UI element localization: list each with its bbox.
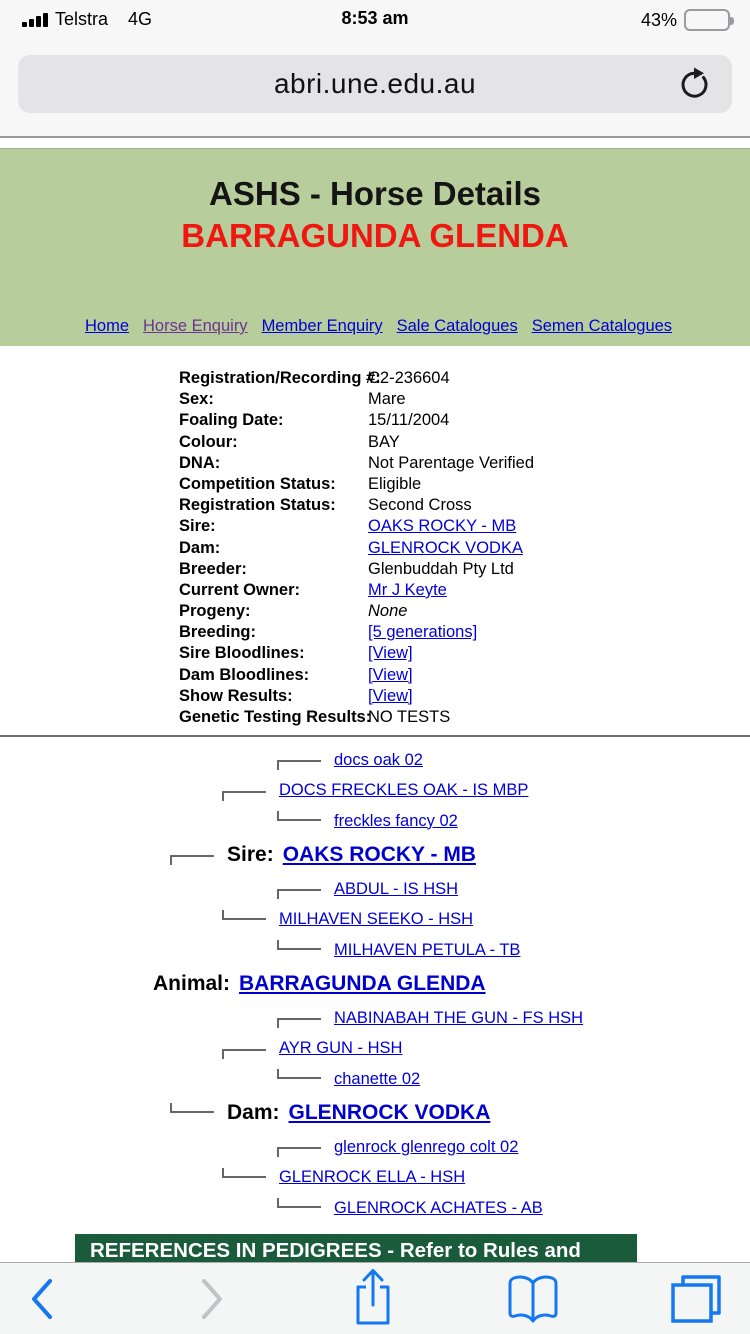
detail-label: Genetic Testing Results: — [179, 708, 372, 726]
pedigree-row — [222, 905, 750, 936]
pedigree-row — [277, 935, 750, 966]
pedigree-row-animal — [153, 966, 750, 1004]
detail-label: Show Results: — [179, 686, 293, 705]
nav-link-semen-catalogues[interactable]: Semen Catalogues — [531, 317, 673, 335]
detail-row — [179, 516, 534, 537]
pedigree-link[interactable]: freckles fancy 02 — [334, 811, 458, 830]
detail-row — [179, 389, 534, 410]
tree-branch-icon — [277, 1069, 321, 1079]
forward-icon — [196, 1275, 228, 1328]
detail-label: Colour: — [179, 432, 238, 451]
pedigree-row-sire — [170, 837, 750, 875]
browser-toolbar — [0, 1262, 750, 1334]
detail-value: NO TESTS — [368, 708, 451, 726]
detail-row — [179, 495, 534, 516]
detail-label: Sire: — [179, 517, 216, 536]
detail-value: BAY — [368, 432, 400, 451]
tree-branch-icon — [277, 940, 321, 950]
nav-link-horse-enquiry[interactable]: Horse Enquiry — [143, 317, 248, 335]
detail-label: Registration/Recording #: — [179, 369, 381, 387]
pedigree-link[interactable]: AYR GUN - HSH — [279, 1039, 403, 1058]
detail-value: Second Cross — [368, 496, 472, 515]
detail-value: 15/11/2004 — [368, 411, 450, 430]
tree-branch-icon — [222, 1168, 266, 1178]
tree-branch-icon — [170, 855, 214, 865]
detail-row — [179, 368, 534, 389]
tabs-icon[interactable] — [669, 1273, 723, 1330]
pedigree-link[interactable]: docs oak 02 — [334, 750, 423, 769]
detail-row — [179, 622, 534, 643]
pedigree-row — [277, 745, 750, 776]
nav-link-member-enquiry[interactable]: Member Enquiry — [261, 317, 383, 335]
battery-percent-label: 43% — [640, 9, 677, 30]
pedigree-link[interactable]: NABINABAH THE GUN - FS HSH — [334, 1008, 584, 1027]
detail-value: C2-236604 — [368, 369, 450, 387]
dam-bloodlines-link[interactable]: [View] — [368, 665, 413, 684]
sire-bloodlines-link[interactable]: [View] — [368, 644, 413, 663]
current-owner-link[interactable]: Mr J Keyte — [368, 580, 447, 599]
status-bar — [0, 0, 750, 44]
tree-branch-icon — [222, 910, 266, 920]
references-banner-text: REFERENCES IN PEDIGREES - Refer to Rules and — [90, 1239, 581, 1262]
detail-row — [179, 601, 534, 622]
breeding-link[interactable]: [5 generations] — [368, 623, 478, 642]
tree-branch-icon — [277, 889, 321, 899]
detail-label: Foaling Date: — [179, 411, 284, 430]
pedigree-row — [277, 1193, 750, 1224]
detail-row — [179, 707, 534, 728]
tree-branch-icon — [277, 1198, 321, 1208]
detail-label: Sire Bloodlines: — [179, 644, 305, 663]
carrier-label: Telstra — [55, 9, 109, 29]
detail-label: Breeding: — [179, 623, 257, 642]
detail-row — [179, 453, 534, 474]
detail-value: Glenbuddah Pty Ltd — [368, 559, 514, 578]
pedigree-link[interactable]: MILHAVEN SEEKO - HSH — [279, 910, 474, 929]
detail-row — [179, 559, 534, 580]
detail-label: Registration Status: — [179, 496, 336, 515]
browser-chrome-top — [0, 44, 750, 138]
tree-branch-icon — [222, 791, 266, 801]
pedigree-row — [277, 874, 750, 905]
detail-row — [179, 643, 534, 664]
pedigree-link[interactable]: MILHAVEN PETULA - TB — [334, 940, 521, 959]
pedigree-link[interactable]: ABDUL - IS HSH — [334, 879, 459, 898]
share-icon[interactable] — [350, 1267, 396, 1334]
back-icon[interactable] — [26, 1275, 58, 1328]
tree-branch-icon — [277, 811, 321, 821]
page-title: ASHS - Horse Details — [209, 175, 541, 212]
detail-row — [179, 432, 534, 453]
pedigree-dam-link[interactable]: GLENROCK VODKA — [288, 1101, 491, 1125]
pedigree-tree — [0, 737, 750, 1224]
tree-branch-icon — [222, 1049, 266, 1059]
detail-row — [179, 410, 534, 431]
pedigree-link[interactable]: DOCS FRECKLES OAK - IS MBP — [279, 781, 529, 800]
dam-prefix-label: Dam: — [227, 1101, 280, 1125]
tree-branch-icon — [277, 1018, 321, 1028]
address-bar[interactable] — [18, 55, 732, 113]
pedigree-link[interactable]: GLENROCK ELLA - HSH — [279, 1168, 466, 1187]
detail-row — [179, 686, 534, 707]
pedigree-animal-link[interactable]: BARRAGUNDA GLENDA — [239, 972, 486, 996]
pedigree-sire-link[interactable]: OAKS ROCKY - MB — [282, 843, 476, 867]
detail-value: None — [368, 602, 408, 621]
bookmarks-icon[interactable] — [506, 1273, 560, 1330]
detail-row — [179, 538, 534, 559]
horse-details-table — [179, 368, 534, 728]
pedigree-row — [277, 1003, 750, 1034]
detail-row — [179, 474, 534, 495]
detail-label: Dam Bloodlines: — [179, 665, 310, 684]
animal-prefix-label: Animal: — [153, 972, 231, 996]
pedigree-row-dam — [170, 1095, 750, 1133]
pedigree-row — [277, 1064, 750, 1095]
tree-branch-icon — [277, 760, 321, 770]
sire-prefix-label: Sire: — [227, 843, 274, 867]
detail-label: Sex: — [179, 390, 214, 409]
detail-label: Current Owner: — [179, 580, 301, 599]
pedigree-row — [222, 1034, 750, 1065]
pedigree-link[interactable]: GLENROCK ACHATES - AB — [334, 1198, 543, 1217]
nav-link-home[interactable]: Home — [85, 317, 130, 335]
show-results-link[interactable]: [View] — [368, 686, 413, 705]
nav-link-sale-catalogues[interactable]: Sale Catalogues — [396, 317, 518, 335]
detail-value: Not Parentage Verified — [368, 453, 535, 472]
detail-row — [179, 665, 534, 686]
pedigree-link[interactable]: glenrock glenrego colt 02 — [334, 1137, 519, 1156]
detail-label: Dam: — [179, 538, 221, 557]
site-nav — [85, 317, 672, 336]
pedigree-row — [277, 1132, 750, 1163]
tree-branch-icon — [277, 1147, 321, 1157]
url-text: abri.une.edu.au — [273, 68, 477, 99]
dam-link[interactable]: GLENROCK VODKA — [368, 538, 523, 557]
pedigree-row — [222, 776, 750, 807]
detail-label: Breeder: — [179, 559, 247, 578]
reload-icon[interactable] — [674, 67, 714, 103]
horse-name-title: BARRAGUNDA GLENDA — [181, 217, 569, 254]
detail-label: Progeny: — [179, 602, 251, 621]
pedigree-row — [222, 1163, 750, 1194]
battery-icon — [684, 9, 730, 31]
detail-label: Competition Status: — [179, 474, 336, 493]
tree-branch-icon — [170, 1103, 214, 1113]
network-label: 4G — [128, 9, 153, 29]
detail-row — [179, 580, 534, 601]
clock: 8:53 am — [341, 8, 409, 28]
pedigree-row — [277, 806, 750, 837]
detail-label: DNA: — [179, 453, 221, 472]
detail-value: Eligible — [368, 474, 422, 493]
pedigree-link[interactable]: chanette 02 — [334, 1069, 421, 1088]
sire-link[interactable]: OAKS ROCKY - MB — [368, 517, 517, 536]
detail-value: Mare — [368, 390, 406, 409]
page-header — [0, 149, 750, 346]
